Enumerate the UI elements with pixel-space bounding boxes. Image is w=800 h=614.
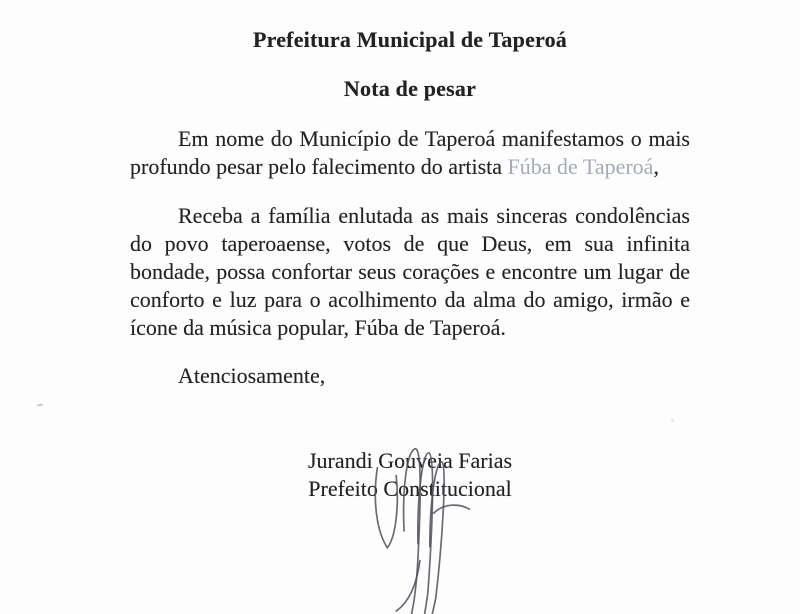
scan-artifact-dot [671, 419, 674, 422]
deceased-name-faded: Fúba de Taperoá [507, 154, 654, 179]
paragraph-condolences: Receba a família enlutada as mais sinceras condolências do povo taperoaense, votos de que Deus, em sua infinita bondade, possa confortar seus corações e encontre um lugar de conforto e luz para o acolhimento da alma do amigo, irmão e ícone da música popular, Fúba de Taperoá. [130, 203, 690, 340]
document-body [130, 26, 690, 503]
paragraph-opening-text: Em nome do Município de Taperoá manifestamos o mais profundo pesar pelo falecimento do artista [130, 126, 690, 179]
document-subtitle: Nota de pesar [343, 76, 477, 101]
signer-name: Jurandi Gouveia Farias [307, 448, 513, 473]
closing-salutation: Atenciosamente, [178, 363, 326, 388]
paragraph-opening-punctuation: , [653, 154, 659, 179]
document-title: Prefeitura Municipal de Taperoá [253, 27, 567, 52]
paragraph-opening [130, 125, 690, 181]
signer-title: Prefeito Constitucional [308, 476, 512, 501]
handwritten-signature-scribble [348, 436, 478, 614]
scan-artifact-dash [37, 403, 43, 406]
